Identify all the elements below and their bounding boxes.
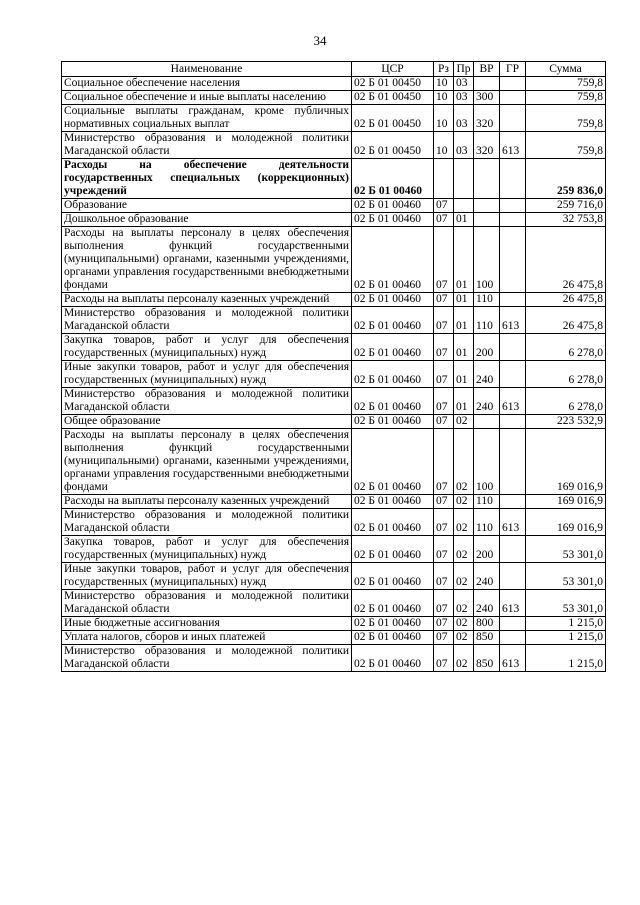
- row-gr: 613: [500, 132, 526, 159]
- row-sum: 759,8: [526, 91, 606, 105]
- row-name: Министерство образования и молодежной политики Магаданской области: [62, 307, 352, 334]
- row-pr: 02: [454, 536, 474, 563]
- row-gr: [500, 227, 526, 293]
- table-row: [62, 307, 606, 334]
- row-sum: 169 016,9: [526, 495, 606, 509]
- row-vr: 110: [474, 293, 500, 307]
- row-csr: 02 Б 01 00460: [352, 495, 434, 509]
- table-row: [62, 227, 606, 293]
- row-vr: 240: [474, 563, 500, 590]
- row-pr: 03: [454, 91, 474, 105]
- row-rz: 07: [434, 631, 454, 645]
- row-gr: [500, 293, 526, 307]
- row-name: Расходы на выплаты персоналу казенных учреждений: [62, 495, 352, 509]
- row-vr: 110: [474, 509, 500, 536]
- row-gr: [500, 415, 526, 429]
- row-csr: 02 Б 01 00460: [352, 631, 434, 645]
- row-rz: 10: [434, 132, 454, 159]
- row-sum: 53 301,0: [526, 590, 606, 617]
- row-name: Министерство образования и молодежной политики Магаданской области: [62, 132, 352, 159]
- row-csr: 02 Б 01 00450: [352, 91, 434, 105]
- row-pr: [454, 199, 474, 213]
- row-rz: [434, 159, 454, 199]
- table-row: [62, 645, 606, 672]
- row-sum: 223 532,9: [526, 415, 606, 429]
- table-row: [62, 334, 606, 361]
- row-sum: 6 278,0: [526, 388, 606, 415]
- row-sum: 259 836,0: [526, 159, 606, 199]
- row-csr: 02 Б 01 00460: [352, 590, 434, 617]
- row-rz: 10: [434, 77, 454, 91]
- row-gr: [500, 631, 526, 645]
- row-csr: 02 Б 01 00460: [352, 415, 434, 429]
- row-gr: [500, 77, 526, 91]
- table-row: [62, 159, 606, 199]
- row-name: Расходы на выплаты персоналу в целях обеспечения выполнения функций государственными (муниципальными) органами, казенными учреждениями, органами управления государственными внебюджетными фондами: [62, 227, 352, 293]
- row-name: Министерство образования и молодежной политики Магаданской области: [62, 590, 352, 617]
- table-row: [62, 631, 606, 645]
- row-rz: 07: [434, 617, 454, 631]
- row-pr: 01: [454, 388, 474, 415]
- row-sum: 259 716,0: [526, 199, 606, 213]
- table-row: [62, 388, 606, 415]
- row-csr: 02 Б 01 00460: [352, 429, 434, 495]
- row-name: Социальные выплаты гражданам, кроме публичных нормативных социальных выплат: [62, 105, 352, 132]
- row-name: Социальное обеспечение населения: [62, 77, 352, 91]
- row-csr: 02 Б 01 00460: [352, 293, 434, 307]
- row-name: Иные закупки товаров, работ и услуг для обеспечения государственных (муниципальных) нужд: [62, 563, 352, 590]
- row-sum: 759,8: [526, 132, 606, 159]
- row-pr: 03: [454, 132, 474, 159]
- row-vr: [474, 77, 500, 91]
- row-csr: 02 Б 01 00460: [352, 159, 434, 199]
- table-header-row: [62, 62, 606, 77]
- row-sum: 26 475,8: [526, 307, 606, 334]
- row-vr: 300: [474, 91, 500, 105]
- row-gr: [500, 105, 526, 132]
- row-gr: [500, 334, 526, 361]
- row-pr: 02: [454, 415, 474, 429]
- row-vr: 320: [474, 132, 500, 159]
- row-gr: [500, 91, 526, 105]
- row-name: Министерство образования и молодежной политики Магаданской области: [62, 509, 352, 536]
- row-csr: 02 Б 01 00460: [352, 213, 434, 227]
- row-rz: 07: [434, 227, 454, 293]
- row-csr: 02 Б 01 00460: [352, 645, 434, 672]
- row-gr: [500, 429, 526, 495]
- row-csr: 02 Б 01 00450: [352, 132, 434, 159]
- row-sum: 169 016,9: [526, 509, 606, 536]
- row-csr: 02 Б 01 00460: [352, 617, 434, 631]
- row-pr: 01: [454, 293, 474, 307]
- row-vr: [474, 213, 500, 227]
- row-pr: 03: [454, 105, 474, 132]
- header-sum: Сумма: [526, 62, 606, 77]
- row-csr: 02 Б 01 00460: [352, 388, 434, 415]
- table-row: [62, 509, 606, 536]
- row-name: Уплата налогов, сборов и иных платежей: [62, 631, 352, 645]
- table-row: [62, 590, 606, 617]
- row-sum: 26 475,8: [526, 227, 606, 293]
- row-gr: [500, 213, 526, 227]
- header-rz: Рз: [434, 62, 454, 77]
- row-rz: 07: [434, 536, 454, 563]
- table-row: [62, 91, 606, 105]
- row-pr: 01: [454, 334, 474, 361]
- row-sum: 53 301,0: [526, 536, 606, 563]
- table-row: [62, 132, 606, 159]
- row-vr: 240: [474, 388, 500, 415]
- row-gr: [500, 563, 526, 590]
- row-name: Расходы на выплаты персоналу в целях обеспечения выполнения функций государственными (муниципальными) органами, казенными учреждениями, органами управления государственными внебюджетными фондами: [62, 429, 352, 495]
- table-body: [62, 77, 606, 672]
- table-row: [62, 429, 606, 495]
- row-name: Закупка товаров, работ и услуг для обеспечения государственных (муниципальных) нужд: [62, 536, 352, 563]
- page-number: 34: [313, 33, 327, 48]
- row-name: Общее образование: [62, 415, 352, 429]
- row-pr: 01: [454, 227, 474, 293]
- row-gr: 613: [500, 509, 526, 536]
- row-csr: 02 Б 01 00460: [352, 536, 434, 563]
- row-gr: [500, 617, 526, 631]
- row-gr: [500, 199, 526, 213]
- table-row: [62, 105, 606, 132]
- header-vr: ВР: [474, 62, 500, 77]
- row-rz: 07: [434, 590, 454, 617]
- row-sum: 759,8: [526, 105, 606, 132]
- row-pr: 02: [454, 495, 474, 509]
- header-csr: ЦСР: [352, 62, 434, 77]
- row-vr: 200: [474, 536, 500, 563]
- row-pr: [454, 159, 474, 199]
- row-vr: 320: [474, 105, 500, 132]
- row-rz: 07: [434, 563, 454, 590]
- row-vr: 100: [474, 227, 500, 293]
- row-pr: 02: [454, 563, 474, 590]
- row-vr: 240: [474, 361, 500, 388]
- row-sum: 6 278,0: [526, 334, 606, 361]
- row-rz: 07: [434, 334, 454, 361]
- table-row: [62, 536, 606, 563]
- row-vr: 200: [474, 334, 500, 361]
- row-name: Закупка товаров, работ и услуг для обеспечения государственных (муниципальных) нужд: [62, 334, 352, 361]
- row-sum: 53 301,0: [526, 563, 606, 590]
- table-row: [62, 361, 606, 388]
- row-pr: 03: [454, 77, 474, 91]
- row-sum: 26 475,8: [526, 293, 606, 307]
- row-sum: 1 215,0: [526, 645, 606, 672]
- row-rz: 07: [434, 429, 454, 495]
- row-csr: 02 Б 01 00460: [352, 199, 434, 213]
- row-vr: 850: [474, 645, 500, 672]
- row-gr: 613: [500, 388, 526, 415]
- row-gr: [500, 536, 526, 563]
- row-pr: 02: [454, 617, 474, 631]
- row-vr: 800: [474, 617, 500, 631]
- row-pr: 02: [454, 590, 474, 617]
- row-name: Дошкольное образование: [62, 213, 352, 227]
- row-csr: 02 Б 01 00450: [352, 105, 434, 132]
- row-rz: 10: [434, 91, 454, 105]
- budget-table: [61, 61, 606, 672]
- row-gr: [500, 159, 526, 199]
- table-row: [62, 199, 606, 213]
- row-gr: 613: [500, 307, 526, 334]
- row-vr: 100: [474, 429, 500, 495]
- row-csr: 02 Б 01 00460: [352, 361, 434, 388]
- row-name: Образование: [62, 199, 352, 213]
- row-rz: 07: [434, 307, 454, 334]
- row-vr: 110: [474, 495, 500, 509]
- row-csr: 02 Б 01 00450: [352, 77, 434, 91]
- row-rz: 07: [434, 199, 454, 213]
- row-name: Министерство образования и молодежной политики Магаданской области: [62, 645, 352, 672]
- row-rz: 07: [434, 213, 454, 227]
- row-pr: 02: [454, 645, 474, 672]
- row-pr: 01: [454, 213, 474, 227]
- row-name: Иные закупки товаров, работ и услуг для обеспечения государственных (муниципальных) нужд: [62, 361, 352, 388]
- row-pr: 02: [454, 509, 474, 536]
- row-vr: 240: [474, 590, 500, 617]
- row-vr: [474, 159, 500, 199]
- header-pr: Пр: [454, 62, 474, 77]
- row-sum: 759,8: [526, 77, 606, 91]
- row-pr: 02: [454, 429, 474, 495]
- row-rz: 07: [434, 388, 454, 415]
- row-name: Иные бюджетные ассигнования: [62, 617, 352, 631]
- row-vr: 110: [474, 307, 500, 334]
- table-row: [62, 415, 606, 429]
- row-csr: 02 Б 01 00460: [352, 509, 434, 536]
- row-sum: 6 278,0: [526, 361, 606, 388]
- row-rz: 07: [434, 415, 454, 429]
- row-csr: 02 Б 01 00460: [352, 563, 434, 590]
- row-name: Социальное обеспечение и иные выплаты населению: [62, 91, 352, 105]
- header-gr: ГР: [500, 62, 526, 77]
- row-rz: 07: [434, 293, 454, 307]
- row-rz: 10: [434, 105, 454, 132]
- row-pr: 02: [454, 631, 474, 645]
- table-row: [62, 213, 606, 227]
- row-gr: 613: [500, 590, 526, 617]
- row-pr: 01: [454, 307, 474, 334]
- row-gr: [500, 361, 526, 388]
- row-rz: 07: [434, 495, 454, 509]
- row-gr: [500, 495, 526, 509]
- row-sum: 1 215,0: [526, 631, 606, 645]
- row-rz: 07: [434, 645, 454, 672]
- row-name: Расходы на выплаты персоналу казенных учреждений: [62, 293, 352, 307]
- row-csr: 02 Б 01 00460: [352, 307, 434, 334]
- row-vr: [474, 199, 500, 213]
- header-name: Наименование: [62, 62, 352, 77]
- row-gr: 613: [500, 645, 526, 672]
- table-row: [62, 495, 606, 509]
- row-sum: 169 016,9: [526, 429, 606, 495]
- table-row: [62, 293, 606, 307]
- row-vr: [474, 415, 500, 429]
- row-rz: 07: [434, 509, 454, 536]
- table-row: [62, 563, 606, 590]
- row-csr: 02 Б 01 00460: [352, 227, 434, 293]
- row-sum: 32 753,8: [526, 213, 606, 227]
- row-pr: 01: [454, 361, 474, 388]
- row-name: Министерство образования и молодежной политики Магаданской области: [62, 388, 352, 415]
- row-rz: 07: [434, 361, 454, 388]
- row-vr: 850: [474, 631, 500, 645]
- row-name: Расходы на обеспечение деятельности государственных специальных (коррекционных) учреждений: [62, 159, 352, 199]
- table-row: [62, 77, 606, 91]
- row-csr: 02 Б 01 00460: [352, 334, 434, 361]
- table-row: [62, 617, 606, 631]
- row-sum: 1 215,0: [526, 617, 606, 631]
